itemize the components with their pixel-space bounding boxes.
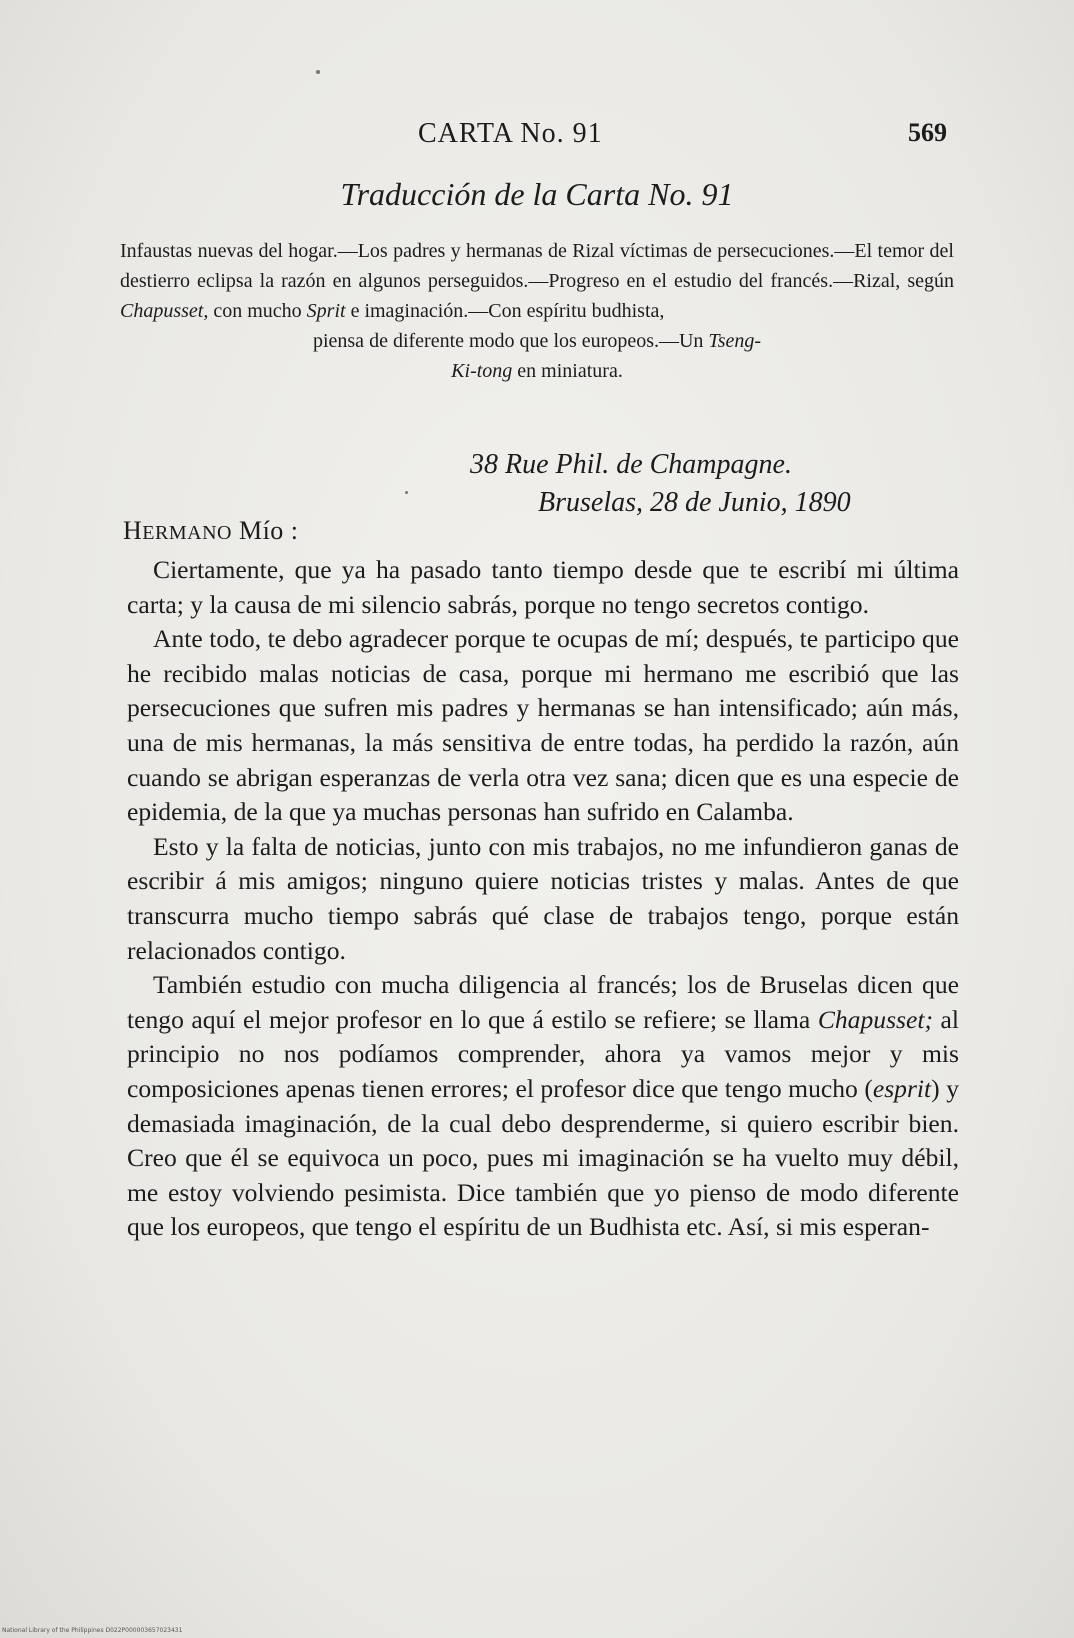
- page-header: [0, 118, 1074, 154]
- speck: [405, 491, 408, 494]
- letter-body: [127, 553, 959, 1245]
- speck: [316, 70, 320, 74]
- letter-number: CARTA No. 91: [418, 118, 603, 149]
- letter-title: Traducción de la Carta No. 91: [340, 176, 734, 212]
- letter-summary: [120, 236, 954, 386]
- body-paragraph: También estudio con mucha diligencia al francés; los de Bruselas dicen que tengo aquí el mejor profesor en lo que á estilo se refiere; se llama Chapusset; al principio no nos podíamos comprender, ahora ya vamos mejor y mis composiciones apenas tienen errores; el profesor dice que tengo mucho (esprit) y demasiada imaginación, de la cual debo desprenderme, si quiero escribir bien. Creo que él se equivoca un poco, pues mi imaginación se ha vuelto muy débil, me estoy volviendo pesimista. Dice también que yo pienso de modo diferente que los europeos, que tengo el espíritu de un Budhista etc. Así, si mis esperan-: [127, 970, 959, 1242]
- address-place-date: Bruselas, 28 de Junio, 1890: [538, 487, 851, 518]
- salutation: HERMANO Mío :: [123, 516, 299, 545]
- address-street: 38 Rue Phil. de Champagne.: [470, 449, 792, 480]
- sender-address: [470, 446, 851, 522]
- summary-line: Ki-tong en miniatura.: [451, 360, 623, 382]
- body-paragraph: Ciertamente, que ya ha pasado tanto tiempo desde que te escribí mi última carta; y la causa de mi silencio sabrás, porque no tengo secretos contigo.: [127, 555, 959, 619]
- body-paragraph: Ante todo, te debo agradecer porque te ocupas de mí; después, te participo que he recibido malas noticias de casa, porque mi hermano me escribió que las persecuciones que sufren mis padres y hermanas se han intensificado; aún más, una de mis hermanas, la más sensitiva de entre todas, ha perdido la razón, aún cuando se abrigan esperanzas de verla otra vez sana; dicen que es una especie de epidemia, de la que ya muchas personas han sufrido en Calamba.: [127, 624, 959, 827]
- body-paragraph: Esto y la falta de noticias, junto con mis trabajos, no me infundieron ganas de escribir á mis amigos; ninguno quiere noticias tristes y malas. Antes de que transcurra mucho tiempo sabrás qué clase de trabajos tengo, porque están relacionados contigo.: [127, 831, 959, 965]
- summary-line: piensa de diferente modo que los europeos.—Un Tseng-: [312, 330, 762, 352]
- summary-paragraph: Infaustas nuevas del hogar.—Los padres y hermanas de Rizal víctimas de persecuciones.—El temor del destierro eclipsa la razón en algunos perseguidos.—Progreso en el estudio del francés.—Rizal, según Chapusset, con mucho Sprit e imaginación.—Con espíritu budhista,: [120, 240, 954, 322]
- library-footer: National Library of the Philippines D022P000003657023431: [2, 1627, 183, 1634]
- page-number: 569: [908, 118, 947, 147]
